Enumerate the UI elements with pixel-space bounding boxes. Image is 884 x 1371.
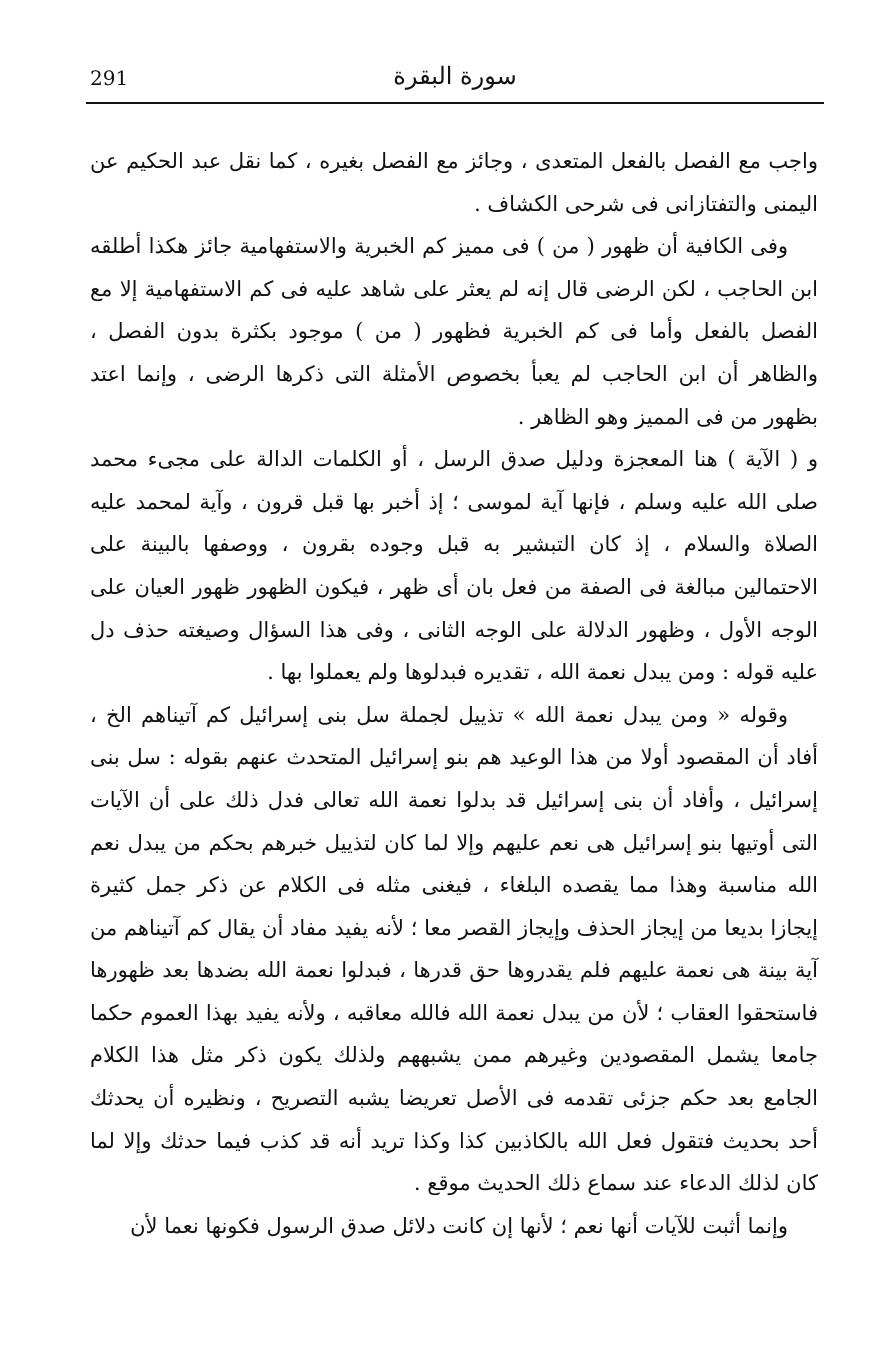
paragraph: واجب مع الفصل بالفعل المتعدى ، وجائز مع الفصل بغيره ، كما نقل عبد الحكيم عن اليمنى والتفتازانى فى شرحى الكشاف .: [90, 149, 818, 216]
paragraph: وقوله « ومن يبدل نعمة الله » تذييل لجملة سل بنى إسرائيل كم آتيناهم الخ ، أفاد أن المقصود أولا من هذا الوعيد هم بنو إسرائيل المتحدث عنهم بقوله : سل بنى إسرائيل ، وأفاد أن بنى إسرائيل قد بدلوا نعمة الله تعالى فدل ذلك على أن الآيات التى أوتيها بنو إسرائيل هى نعم عليهم وإلا لما كان لتذييل خبرهم بحكم من يبدل نعم الله مناسبة وهذا مما يقصده البلغاء ، فيغنى مثله فى الكلام عن ذكر جمل كثيرة إيجازا بديعا من إيجاز الحذف وإيجاز القصر معا ؛ لأنه يفيد مفاد أن يقال كم آتيناهم من آية بينة هى نعمة عليهم فلم يقدروها حق قدرها ، فبدلوا نعمة الله بضدها بعد ظهورها فاستحقوا العقاب ؛ لأن من يبدل نعمة الله فالله معاقبه ، ولأنه يفيد بهذا العموم حكما جامعا يشمل المقصودين وغيرهم ممن يشبههم ولذلك يكون ذكر مثل هذا الكلام الجامع بعد حكم جزئى تقدمه فى الأصل تعريضا يشبه التصريح ، ونظيره أن يحدثك أحد بحديث فتقول فعل الله بالكاذبين كذا وكذا تريد أنه قد كذب فيما حدثك وإلا لما كان لذلك الدعاء عند سماع ذلك الحديث موقع .: [90, 702, 818, 1196]
paragraph: و ( الآية ) هنا المعجزة ودليل صدق الرسل ، أو الكلمات الدالة على مجىء محمد صلى الله عليه وسلم ، فإنها آية لموسى ؛ إذ أخبر بها قبل قرون ، وآية لمحمد عليه الصلاة والسلام ، إذ كان التبشير به قبل وجوده بقرون ، ووصفها بالبينة على الاحتمالين مبالغة فى الصفة من فعل بان أى ظهر ، فيكون الظهور ظهور العيان على الوجه الأول ، وظهور الدلالة على الوجه الثانى ، وفى هذا السؤال وصيغته حذف دل عليه قوله : ومن يبدل نعمة الله ، تقديره فبدلوها ولم يعملوا بها .: [90, 447, 818, 685]
page-number: 291: [90, 66, 129, 90]
body-text: [90, 140, 818, 1247]
page-header: [86, 58, 824, 104]
paragraph: وفى الكافية أن ظهور ( من ) فى مميز كم الخبرية والاستفهامية جائز هكذا أطلقه ابن الحاجب ، لكن الرضى قال إنه لم يعثر على شاهد عليه فى كم الاستفهامية إلا مع الفصل بالفعل وأما فى كم الخبرية فظهور ( من ) موجود بكثرة بدون الفصل ، والظاهر أن ابن الحاجب لم يعبأ بخصوص الأمثلة التى ذكرها الرضى ، وإنما اعتد بظهور من فى المميز وهو الظاهر .: [90, 234, 818, 429]
paragraph: وإنما أثبت للآيات أنها نعم ؛ لأنها إن كانت دلائل صدق الرسول فكونها نعما لأن: [130, 1213, 788, 1238]
running-title: سورة البقرة: [393, 62, 517, 90]
